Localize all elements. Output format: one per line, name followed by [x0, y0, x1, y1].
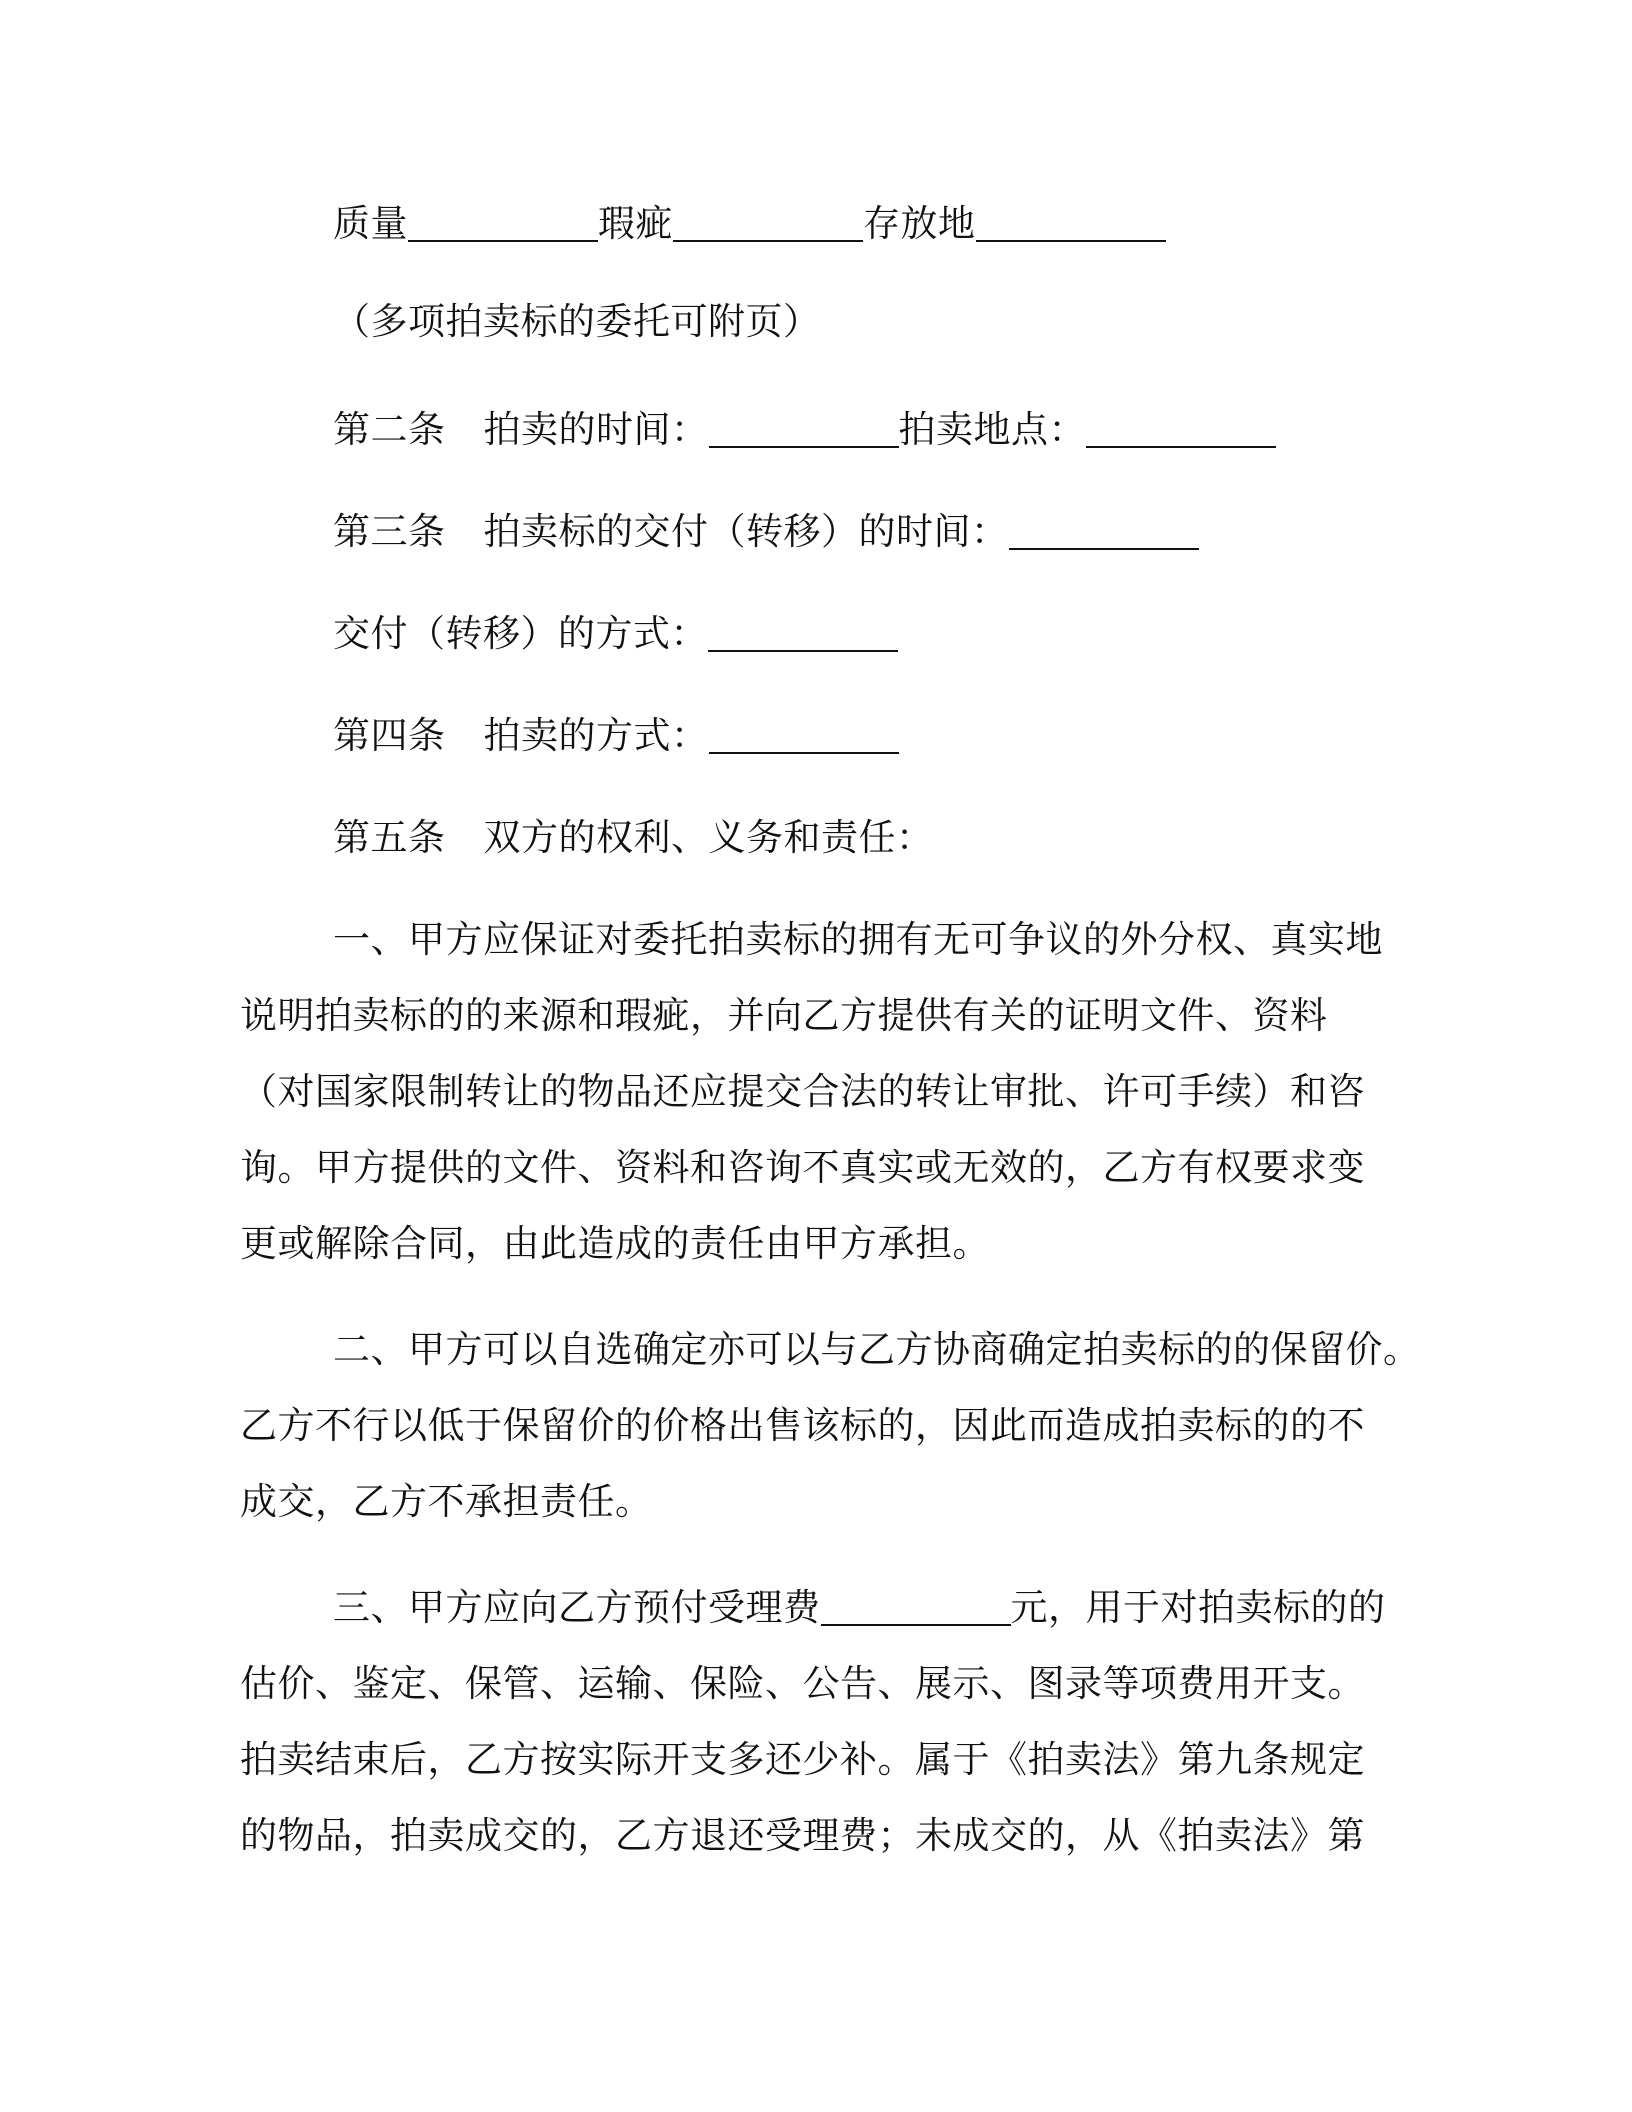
clause-2-line-2: 乙方不行以低于保留价的价格出售该标的，因此而造成拍卖标的的不	[240, 1404, 1365, 1447]
auction-place-blank	[1086, 406, 1276, 448]
delivery-time-label: 拍卖标的交付（转移）的时间：	[483, 510, 1009, 553]
clause-3-line-1	[333, 1582, 1386, 1634]
article-5	[333, 812, 934, 864]
article-4-number: 第四条	[333, 714, 446, 757]
auction-place-label: 拍卖地点：	[898, 408, 1086, 451]
auction-method-label: 拍卖的方式：	[483, 714, 709, 757]
acceptance-fee-blank	[821, 1584, 1011, 1626]
clause-2-line-3: 成交，乙方不承担责任。	[240, 1480, 653, 1523]
article-2-number: 第二条	[333, 408, 446, 451]
article-4	[333, 710, 899, 762]
quality-blank	[408, 200, 598, 242]
clause-3-line-2: 估价、鉴定、保管、运输、保险、公告、展示、图录等项费用开支。	[240, 1662, 1365, 1705]
storage-label: 存放地	[863, 202, 976, 245]
clause-2-line-1: 二、甲方可以自选确定亦可以与乙方协商确定拍卖标的的保留价。	[333, 1328, 1421, 1371]
storage-blank	[976, 200, 1166, 242]
article-3-number: 第三条	[333, 510, 446, 553]
auction-time-label: 拍卖的时间：	[483, 408, 709, 451]
clause-1-line-1: 一、甲方应保证对委托拍卖标的拥有无可争议的外分权、真实地	[333, 918, 1383, 961]
delivery-time-blank	[1009, 508, 1199, 550]
clause-1-line-3: （对国家限制转让的物品还应提交合法的转让审批、许可手续）和咨	[240, 1070, 1365, 1113]
delivery-method-blank	[708, 610, 898, 652]
clause-1-line-2: 说明拍卖标的的来源和瑕疵，并向乙方提供有关的证明文件、资料	[240, 994, 1328, 1037]
article-3	[333, 506, 1199, 558]
defect-blank	[673, 200, 863, 242]
header-fields-line	[333, 198, 1166, 250]
clause-1-line-4: 询。甲方提供的文件、资料和咨询不真实或无效的，乙方有权要求变	[240, 1146, 1365, 1189]
clause-1-line-5: 更或解除合同，由此造成的责任由甲方承担。	[240, 1222, 990, 1265]
delivery-method-label: 交付（转移）的方式：	[333, 612, 708, 655]
defect-label: 瑕疵	[598, 202, 673, 245]
delivery-method-line	[333, 608, 898, 660]
attachment-note: （多项拍卖标的委托可附页）	[333, 300, 821, 343]
auction-time-blank	[709, 406, 899, 448]
rights-duties-label: 双方的权利、义务和责任：	[483, 816, 934, 859]
article-5-number: 第五条	[333, 816, 446, 859]
clause-3-prefix: 三、甲方应向乙方预付受理费	[333, 1586, 821, 1629]
auction-method-blank	[709, 712, 899, 754]
clause-3-suffix: 元，用于对拍卖标的的	[1010, 1586, 1386, 1629]
article-2	[333, 404, 1276, 456]
clause-3-line-3: 拍卖结束后，乙方按实际开支多还少补。属于《拍卖法》第九条规定	[240, 1738, 1365, 1781]
quality-label: 质量	[333, 202, 408, 245]
clause-3-line-4: 的物品，拍卖成交的，乙方退还受理费；未成交的，从《拍卖法》第	[240, 1814, 1365, 1857]
